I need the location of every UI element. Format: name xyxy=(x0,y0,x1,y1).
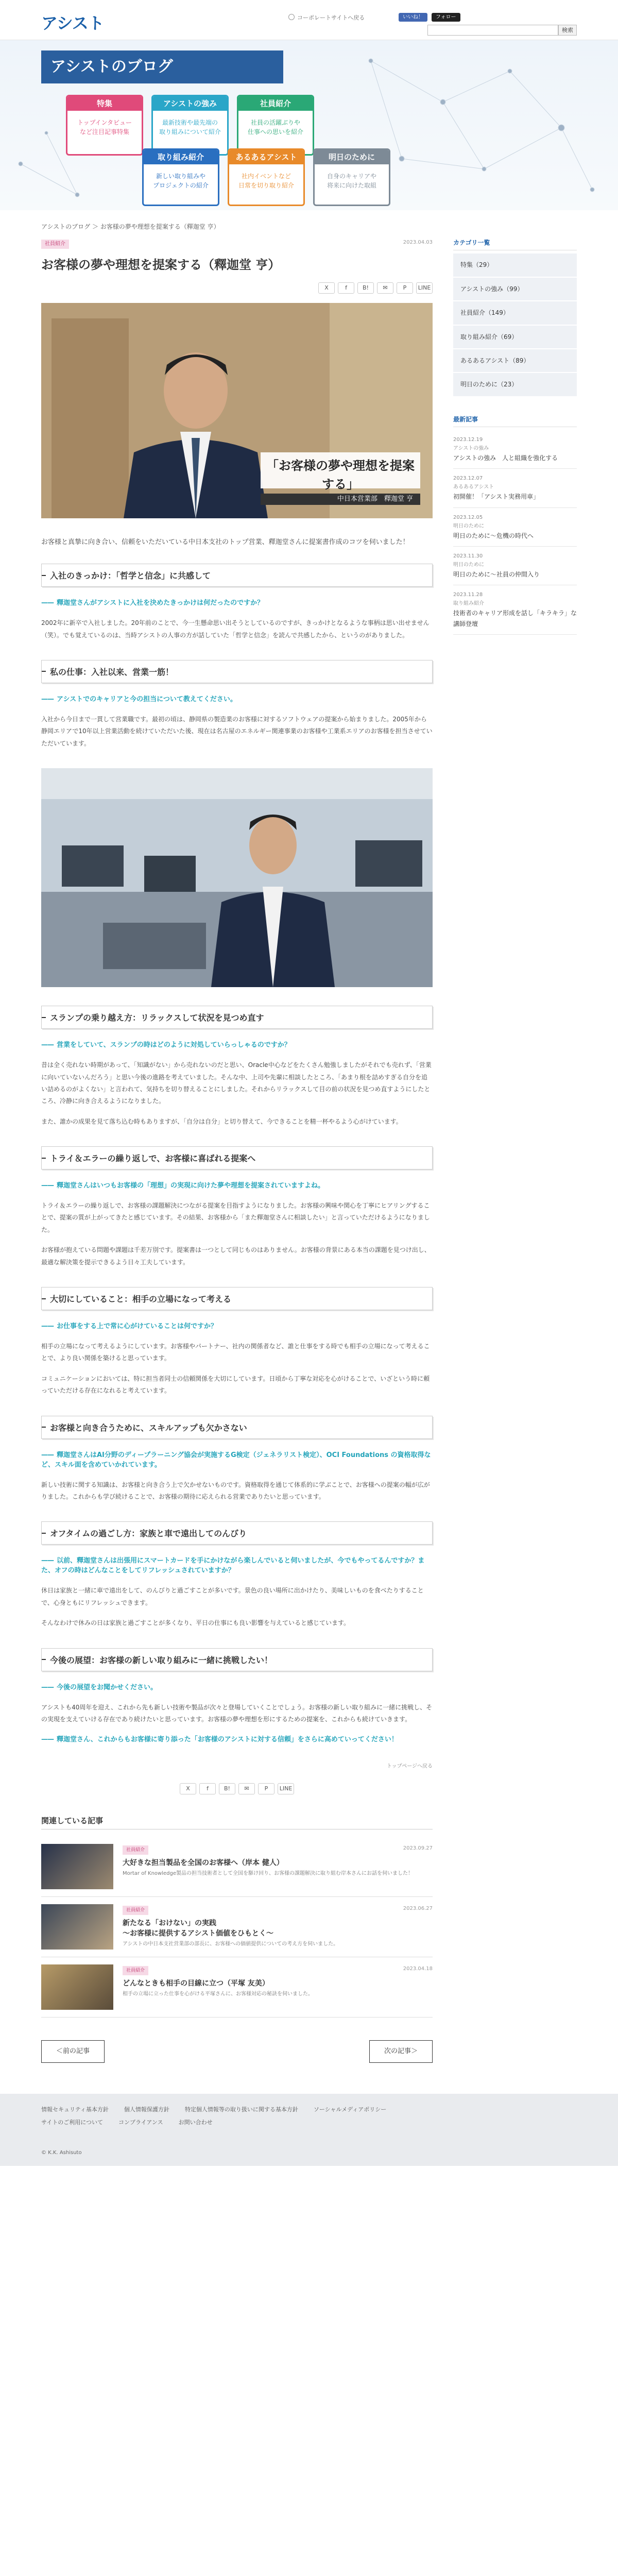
answer-paragraph: コミュニケーションにおいては、特に担当者同士の信頼関係を大切にしています。日頃から丁寧な対応を心がけることで、いざという時に頼っていただける存在になれると考えています。 xyxy=(41,1375,430,1395)
share-buttons-top xyxy=(41,282,433,294)
share-line-button[interactable]: LINE xyxy=(278,1783,294,1794)
share-pocket-button[interactable]: ✉ xyxy=(238,1783,255,1794)
recent-category: 明日のために xyxy=(453,523,484,529)
interview-question: —— 営業をしていて、スランプの時はどのように対処していらっしゃるのですか？ xyxy=(41,1039,433,1049)
search-input[interactable] xyxy=(427,25,558,36)
card-heading: 明日のために xyxy=(315,150,389,164)
related-title: 新たなる「おけない」の実践 〜お客様に提供するアシスト価値をひもとく〜 xyxy=(123,1919,274,1938)
related-article[interactable] xyxy=(41,1897,433,1957)
related-articles-heading: 関連している記事 xyxy=(41,1815,433,1829)
recent-date: 2023.11.28 xyxy=(453,592,483,598)
share-line-button[interactable]: LINE xyxy=(416,282,433,294)
related-title: 大好きな担当製品を全国のお客様へ（岸本 健人） xyxy=(123,1859,284,1868)
card-body: 自身のキャリアや 将来に向けた取組 xyxy=(327,173,376,189)
site-footer xyxy=(0,2094,618,2166)
related-description: Mortar of Knowledge製品の担当技術者として全国を駆け回り、お客様の課題解決に取り組む岸本さんにお話を伺いました！ xyxy=(123,1871,413,1877)
footer-link[interactable]: ソーシャルメディアポリシー xyxy=(313,2106,387,2113)
share-hatena-button[interactable]: B! xyxy=(357,282,374,294)
interview-question: —— 釋迦堂さんはいつもお客様の「理想」の実現に向けた夢や理想を提案されていますよね。 xyxy=(41,1180,433,1190)
recent-post[interactable] xyxy=(453,547,577,585)
section-6 xyxy=(41,1416,433,1503)
recent-title: アシストの強み 人と組織を強化する xyxy=(453,454,558,462)
answer-paragraph: 昔は全く売れない時期があって、「知識がない」から売れないのだと思い、Oracle中心などをたくさん勉強しましたがそれでも売れず、「営業に向いていないんだろう」と思い今後の進路を考えていました。そんな中、上司や先輩に相談したところ、「あまり根を詰めすぎる自分を追い詰めるのがよくない」と言われて、気持ちを切り替えることにしました。それからリラックスして目の前の状況を見つめ直すようにしたところ、冷静に向き合えるようになりました。 xyxy=(41,1061,432,1105)
feature-card-aruaru[interactable] xyxy=(228,148,305,206)
sidebar-item-aruaru[interactable]: あるあるアシスト（89） xyxy=(453,349,577,373)
photo-caption xyxy=(261,452,420,503)
share-pocket-button[interactable]: ✉ xyxy=(377,282,393,294)
recent-posts-heading: 最新記事 xyxy=(453,415,577,427)
recent-post[interactable] xyxy=(453,469,577,507)
section-8 xyxy=(41,1648,433,1744)
footer-link[interactable]: コンプライアンス xyxy=(118,2119,163,2126)
card-body: 社内イベントなど 日常を切り取り紹介 xyxy=(238,173,294,189)
interviewee-photo xyxy=(41,303,433,518)
footer-link[interactable]: 情報セキュリティ基本方針 xyxy=(41,2106,109,2113)
card-body: トップインタビュー など注目記事特集 xyxy=(77,119,132,135)
footer-link[interactable]: サイトのご利用について xyxy=(41,2119,104,2126)
answer-paragraph: アシストも40周年を迎え、これから先も新しい技術や製品が次々と登場していくことでしょう。お客様の新しい取り組みに一緒に挑戦し、その実現を支えていける存在であり続けたいと思っています。お客様の夢や理想を形にするための提案を、これからも続けていきます。 xyxy=(41,1703,433,1723)
recent-date: 2023.12.05 xyxy=(453,514,483,520)
recent-post[interactable] xyxy=(453,430,577,469)
category-badge: 社員紹介 xyxy=(123,1906,148,1915)
recent-title: 明日のために〜危機の時代へ xyxy=(453,532,534,539)
share-facebook-button[interactable]: f xyxy=(199,1783,216,1794)
blog-title: アシストのブログ xyxy=(41,50,283,83)
caption-quote: 「お客様の夢や理想を提案する」 xyxy=(266,459,415,492)
twitter-follow-button[interactable]: フォロー xyxy=(432,13,460,22)
recent-title: 初開催！「アシスト実務用車」 xyxy=(453,493,540,501)
section-2 xyxy=(41,660,433,750)
answer-paragraph: 2002年に新卒で入社しました。20年前のことで、今一生懸命思い出そうとしているのですが、きっかけとなるような事柄は思い出せません（笑）。でも覚えているのは、当時アシストの人事の方が話していた「哲学と信念」を読んで共感したから、というのがありました。 xyxy=(41,619,430,639)
section-5 xyxy=(41,1287,433,1397)
caption-name: 中日本営業部 釋迦堂 亨 xyxy=(261,494,420,505)
footer-link[interactable]: 個人情報保護方針 xyxy=(124,2106,169,2113)
section-3 xyxy=(41,1006,433,1128)
recent-category: 取り組み紹介 xyxy=(453,601,484,607)
office-illustration xyxy=(41,768,433,987)
related-thumbnail xyxy=(41,1844,113,1889)
recent-post[interactable] xyxy=(453,585,577,635)
card-body: 社員の活躍ぶりや 仕事への思いを紹介 xyxy=(247,119,303,135)
related-thumbnail xyxy=(41,1964,113,2010)
card-heading: 特集 xyxy=(67,96,142,111)
article-date: 2023.04.03 xyxy=(403,240,433,246)
breadcrumb[interactable]: アシストのブログ ＞ お客様の夢や理想を提案する（釋迦堂 亨） xyxy=(41,223,220,230)
closing-remark: —— 釋迦堂さん、これからもお客様に寄り添った「お客様のアシストに対する信頼」をさらに高めていってください！ xyxy=(41,1734,433,1743)
facebook-like-button[interactable]: いいね！ xyxy=(399,13,427,22)
share-facebook-button[interactable]: f xyxy=(338,282,354,294)
next-article-button[interactable]: 次の記事＞ xyxy=(369,2040,433,2063)
sidebar-item-initiatives[interactable]: 取り組み紹介（69） xyxy=(453,326,577,349)
card-body: 最新技術や最先端の 取り組みについて紹介 xyxy=(159,119,221,135)
section-heading: お客様と向き合うために、スキルアップも欠かさない xyxy=(41,1416,433,1439)
section-1 xyxy=(41,564,433,641)
recent-category: アシストの強み xyxy=(453,445,489,451)
copyright: © K.K. Ashisuto xyxy=(41,2149,82,2156)
section-heading: 入社のきっかけ：「哲学と信念」に共感して xyxy=(41,564,433,587)
recent-date: 2023.12.07 xyxy=(453,476,483,482)
card-heading: あるあるアシスト xyxy=(229,150,303,164)
category-list xyxy=(453,253,577,397)
footer-links-2 xyxy=(41,2115,577,2128)
interview-question: —— アシストでのキャリアと今の担当について教えてください。 xyxy=(41,693,433,703)
blog-hero-banner xyxy=(0,40,618,210)
card-heading: 取り組み紹介 xyxy=(144,150,218,164)
answer-paragraph: トライ＆エラーの繰り返しで、お客様の課題解決につながる提案を目指すようになりました。お客様の興味や関心を丁寧にヒアリングすることで、提案の質が上がってきたと感じています。その結果、お客様から「また釋迦堂さんに相談したい」と言っていただけるようになりました。 xyxy=(41,1202,430,1233)
share-pinterest-button[interactable]: P xyxy=(258,1783,274,1794)
card-heading: アシストの強み xyxy=(153,96,227,111)
footer-links xyxy=(41,2094,577,2115)
recent-title: 技術者のキャリア形成を話し「キラキラ」な講師登壇 xyxy=(453,609,577,628)
category-badge[interactable]: 社員紹介 xyxy=(41,240,69,249)
sidebar-item-staff[interactable]: 社員紹介（149） xyxy=(453,301,577,325)
section-heading: スランプの乗り越え方：リラックスして状況を見つめ直す xyxy=(41,1006,433,1029)
share-buttons-bottom xyxy=(41,1783,433,1794)
related-title: どんなときも相手の目線に立つ（平塚 友美） xyxy=(123,1979,269,1988)
category-badge: 社員紹介 xyxy=(123,1845,148,1855)
related-date: 2023.06.27 xyxy=(403,1906,433,1912)
sidebar-item-special[interactable]: 特集（29） xyxy=(453,253,577,277)
feature-card-strength[interactable] xyxy=(151,95,229,156)
answer-paragraph: お客様が抱えている問題や課題は千差万別です。提案書は一つとして同じものはありません。お客様の背景にある本当の課題を見つけ出し、最適な解決策を提示できるよう日々工夫しています。 xyxy=(41,1246,431,1266)
answer-paragraph: また、誰かの成果を見て落ち込む時もありますが、「自分は自分」と切り替えて、今できることを精一杯やるよう心がけています。 xyxy=(41,1117,402,1125)
share-x-button[interactable]: X xyxy=(180,1783,196,1794)
interview-question: —— 釋迦堂さんはAI分野のディープラーニング協会が実施するG検定（ジェネラリスト検定）、OCI Foundations の資格取得など、スキル面を含めていかれています。 xyxy=(41,1449,433,1469)
related-description: アシストの中日本支社営業部の部長に、お客様への価値提供についての考え方を伺いました。 xyxy=(123,1941,339,1947)
answer-paragraph: そんなわけで休みの日は家族と過ごすことが多くなり、平日の仕事にも良い影響を与えていると感じています。 xyxy=(41,1619,350,1627)
section-heading: オフタイムの過ごし方：家族と車で遠出してのんびり xyxy=(41,1521,433,1545)
site-header xyxy=(0,0,618,40)
article-title: お客様の夢や理想を提案する（釋迦堂 亨） xyxy=(41,258,281,273)
feature-card-staff[interactable] xyxy=(237,95,314,156)
recent-date: 2023.12.19 xyxy=(453,436,483,443)
answer-paragraph: 新しい技術に関する知識は、お客様と向き合う上で欠かせないものです。資格取得を通じて体系的に学ぶことで、お客様への提案の幅が広がりました。これからも学び続けることで、お客様の期待に応えられる営業でありたいと思っています。 xyxy=(41,1481,430,1500)
article-pager xyxy=(41,2040,433,2063)
section-4 xyxy=(41,1146,433,1268)
answer-paragraph: 休日は家族と一緒に車で遠出をして、のんびりと過ごすことが多いです。景色の良い場所に出かけたり、美味しいものを食べたりすることで、心身ともにリフレッシュできます。 xyxy=(41,1587,424,1606)
related-thumbnail xyxy=(41,1904,113,1950)
interview-question: —— 釋迦堂さんがアシストに入社を決めたきっかけは何だったのですか？ xyxy=(41,597,433,607)
card-body: 新しい取り組みや プロジェクトの紹介 xyxy=(153,173,209,189)
interview-question: —— 以前、釋迦堂さんは出張用にスマートカードを手にかけながら楽しんでいると伺いましたが、今でもやってるんですか？また、オフの時はどんなことをしてリフレッシュされていますか？ xyxy=(41,1555,433,1574)
share-hatena-button[interactable]: B! xyxy=(219,1783,235,1794)
prev-article-button[interactable]: ＜前の記事 xyxy=(41,2040,105,2063)
recent-title: 明日のために〜社員の仲間入り xyxy=(453,570,540,578)
corporate-site-link[interactable]: コーポレートサイトへ戻る xyxy=(288,13,365,23)
footer-link[interactable]: 特定個人情報等の取り扱いに関する基本方針 xyxy=(184,2106,298,2113)
section-heading: 私の仕事：入社以来、営業一筋！ xyxy=(41,660,433,683)
related-date: 2023.09.27 xyxy=(403,1845,433,1852)
recent-category: あるあるアシスト xyxy=(453,484,494,490)
section-7 xyxy=(41,1521,433,1629)
interview-question: —— お仕事をする上で常に心がけていることは何ですか？ xyxy=(41,1320,433,1330)
feature-card-special[interactable] xyxy=(66,95,143,156)
related-description: 相手の立場に立った仕事を心がける平塚さんに、お客様対応の秘訣を伺いました。 xyxy=(123,1991,313,1997)
office-photo xyxy=(41,768,433,987)
recent-category: 明日のために xyxy=(453,562,484,568)
article-lead: お客様と真摯に向き合い、信頼をいただいている中日本支社のトップ営業、釋迦堂さんに提案書作成のコツを伺いました！ xyxy=(41,538,409,547)
article-main xyxy=(41,238,433,2094)
site-logo[interactable]: アシスト xyxy=(41,13,104,33)
share-pinterest-button[interactable]: P xyxy=(397,282,413,294)
section-heading: トライ＆エラーの繰り返しで、お客様に喜ばれる提案へ xyxy=(41,1146,433,1170)
card-heading: 社員紹介 xyxy=(238,96,313,111)
related-article[interactable] xyxy=(41,1957,433,2018)
answer-paragraph: 相手の立場になって考えるようにしています。お客様やパートナー、社内の関係者など、誰と仕事をする時でも相手の立場になって考えることで、より良い関係を築けると思っています。 xyxy=(41,1343,430,1362)
category-badge: 社員紹介 xyxy=(123,1966,148,1975)
related-article[interactable] xyxy=(41,1837,433,1897)
search-button[interactable]: 検索 xyxy=(558,25,577,36)
sidebar xyxy=(453,238,577,2094)
feature-card-initiatives[interactable] xyxy=(142,148,219,206)
category-list-heading: カテゴリ一覧 xyxy=(453,238,577,250)
section-heading: 今後の展望：お客様の新しい取り組みに一緒に挑戦したい！ xyxy=(41,1648,433,1671)
sidebar-item-tomorrow[interactable]: 明日のために（23） xyxy=(453,373,577,397)
feature-card-tomorrow[interactable] xyxy=(313,148,390,206)
footer-link[interactable]: お問い合わせ xyxy=(178,2119,213,2126)
recent-post[interactable] xyxy=(453,508,577,547)
answer-paragraph: 入社から今日まで一貫して営業職です。最初の頃は、静岡県の製造業のお客様に対するソフトウェアの提案から始まりました。2005年から静岡エリアで10年以上営業活動を続けていただいた後、現在は名古屋のエネルギー関連事業のお客様や工業系エリアのお客様を担当させていただいています。 xyxy=(41,715,433,747)
recent-date: 2023.11.30 xyxy=(453,553,483,559)
sidebar-item-strength[interactable]: アシストの強み（99） xyxy=(453,278,577,301)
recent-posts xyxy=(453,430,577,635)
share-x-button[interactable]: X xyxy=(318,282,335,294)
interview-question: —— 今後の展望をお聞かせください。 xyxy=(41,1682,433,1691)
section-heading: 大切にしていること：相手の立場になって考える xyxy=(41,1287,433,1310)
related-date: 2023.04.18 xyxy=(403,1966,433,1972)
back-to-top-link[interactable]: トップページへ戻る xyxy=(386,1764,433,1770)
